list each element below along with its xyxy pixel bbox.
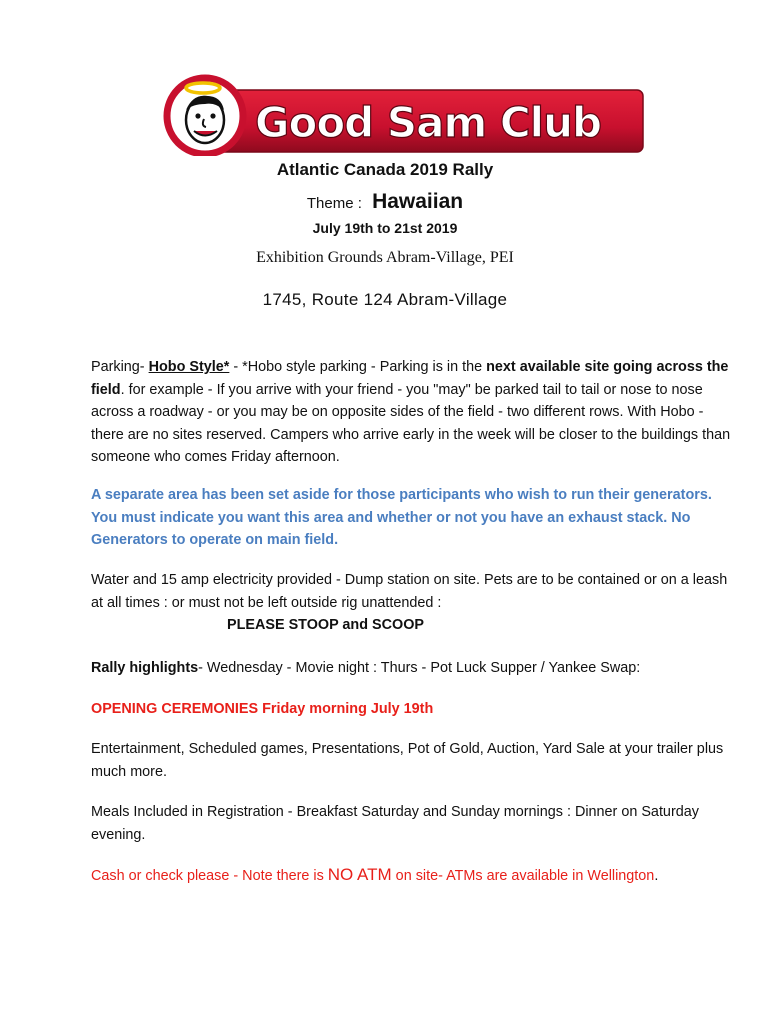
stoop-scoop-notice: PLEASE STOOP and SCOOP (227, 617, 424, 633)
entertainment-paragraph: Entertainment, Scheduled games, Presentations, Pot of Gold, Auction, Yard Sale at your trailer plus much more. (91, 741, 724, 780)
rally-address: 1745, Route 124 Abram-Village (262, 290, 508, 309)
parking-bold-phrase: next available site going across the field (91, 359, 729, 398)
opening-ceremonies: OPENING CEREMONIES Friday morning July 19th (91, 701, 434, 717)
good-sam-club-logo (163, 74, 645, 156)
water-paragraph: Water and 15 amp electricity provided - Dump station on site. Pets are to be contained or on a leash at all times : or must not be left outside rig unattended : (91, 572, 728, 611)
cash-before: Cash or check please - Note there is (91, 868, 328, 884)
highlights-label: Rally highlights (91, 660, 199, 676)
rally-title: Atlantic Canada 2019 Rally (276, 160, 494, 179)
logo-text: Good Sam Club (255, 98, 602, 147)
cash-after: on site- ATMs are available in Wellington (391, 868, 655, 884)
rally-dates: July 19th to 21st 2019 (312, 220, 458, 236)
theme-value: Hawaiian (372, 190, 464, 213)
no-atm-emphasis: NO ATM (327, 865, 392, 884)
hobo-style-label: Hobo Style* (148, 359, 230, 375)
cash-paragraph (91, 864, 731, 888)
theme-line (0, 190, 770, 214)
theme-label: Theme : (306, 195, 362, 212)
highlights-paragraph (91, 657, 731, 680)
cash-end: . (654, 868, 659, 884)
parking-paragraph (91, 356, 731, 469)
meals-paragraph: Meals Included in Registration - Breakfast Saturday and Sunday mornings : Dinner on Saturday evening. (91, 804, 699, 843)
rally-venue: Exhibition Grounds Abram-Village, PEI (256, 249, 514, 266)
parking-lead: Parking- (91, 359, 149, 375)
highlights-text: - Wednesday - Movie night : Thurs - Pot Luck Supper / Yankee Swap: (198, 660, 641, 676)
parking-rest: . for example - If you arrive with your friend - you "may" be parked tail to tail or nose to nose across a roadway - or you may be on opposite sides of the field - two different rows. With Hobo - there are no sites reserved. Campers who arrive early in the week will be closer to the buildings than someone who comes Friday afternoon. (91, 381, 731, 465)
generators-paragraph: A separate area has been set aside for those participants who wish to run their generators. You must indicate you want this area and whether or not you have an exhaust stack. No Generators to operate on main field. (91, 487, 712, 548)
parking-after-hobo: - *Hobo style parking - Parking is in the (229, 359, 487, 375)
